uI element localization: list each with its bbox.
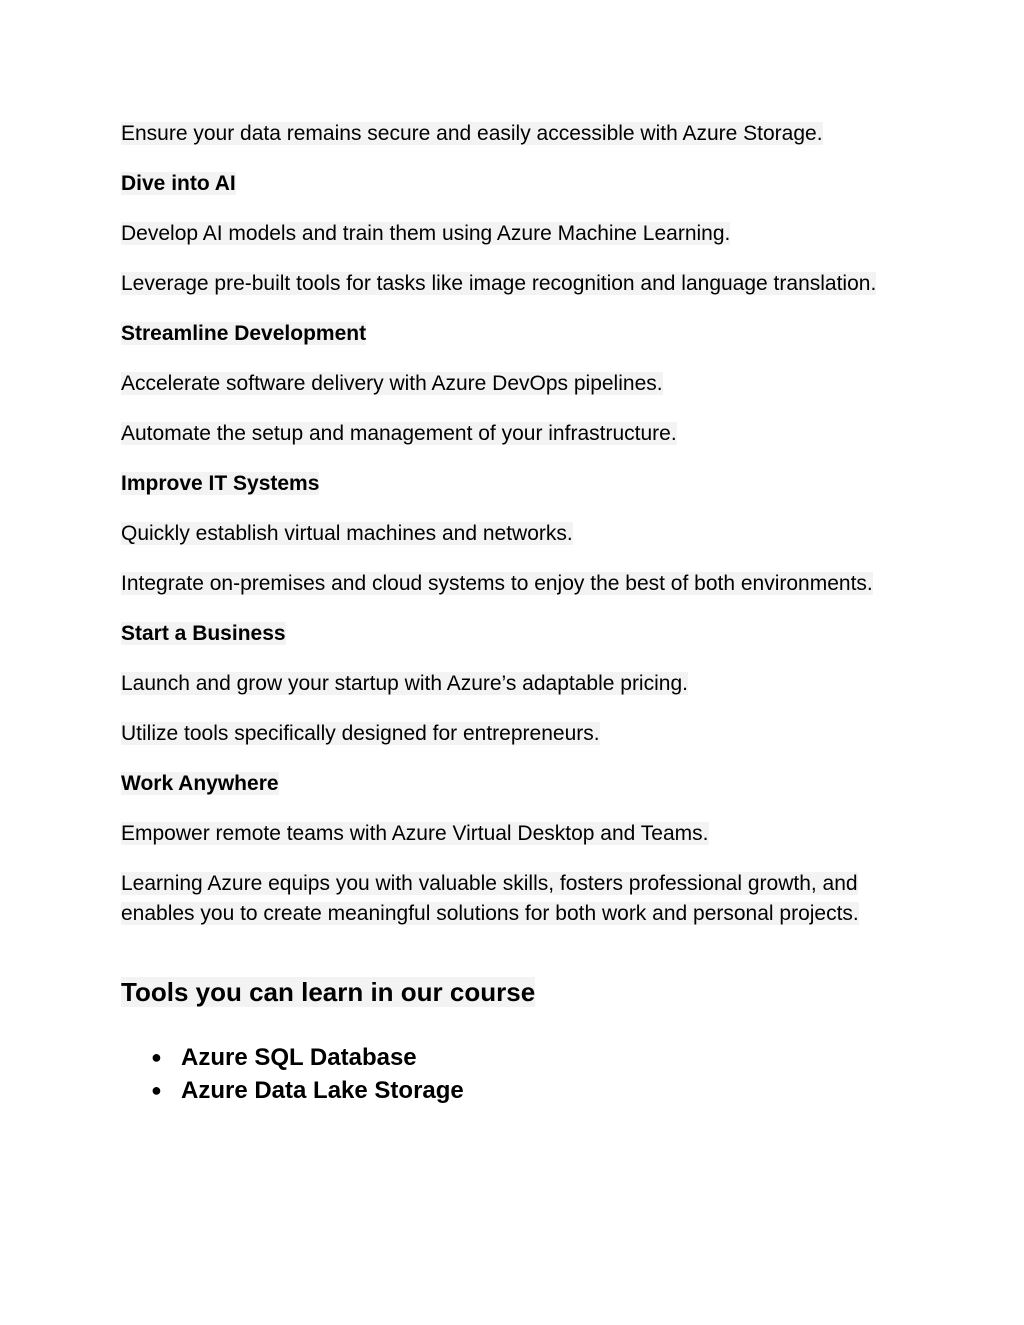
paragraph-text: Quickly establish virtual machines and networks. (121, 522, 573, 545)
list-item-text: Azure Data Lake Storage (181, 1077, 464, 1104)
paragraph-8 (121, 519, 901, 549)
subheading-text: Dive into AI (121, 172, 236, 195)
tools-list (121, 1041, 901, 1107)
subheading-start-a-business (121, 619, 901, 649)
paragraph-text: Develop AI models and train them using Azure Machine Learning. (121, 222, 731, 245)
paragraph-14 (121, 819, 901, 849)
subheading-text: Improve IT Systems (121, 472, 320, 495)
paragraph-11 (121, 669, 901, 699)
subheading-work-anywhere (121, 769, 901, 799)
paragraph-9 (121, 569, 901, 599)
paragraph-text: Accelerate software delivery with Azure DevOps pipelines. (121, 372, 663, 395)
paragraph-0 (121, 119, 901, 149)
paragraph-15 (121, 869, 901, 929)
paragraph-5 (121, 369, 901, 399)
bullet-icon: ● (151, 1080, 162, 1100)
subheading-dive-into-ai (121, 169, 901, 199)
paragraph-text: Utilize tools specifically designed for entrepreneurs. (121, 722, 600, 745)
bullet-icon: ● (151, 1047, 162, 1067)
paragraph-text: Integrate on-premises and cloud systems to enjoy the best of both environments. (121, 572, 873, 595)
list-item (151, 1074, 901, 1107)
subheading-text: Work Anywhere (121, 772, 279, 795)
subheading-improve-it-systems (121, 469, 901, 499)
subheading-text: Streamline Development (121, 322, 367, 345)
subheading-text: Start a Business (121, 622, 286, 645)
list-item (151, 1041, 901, 1074)
paragraph-text: Automate the setup and management of your infrastructure. (121, 422, 677, 445)
section-title-tools (121, 975, 901, 1009)
paragraph-text: Ensure your data remains secure and easily accessible with Azure Storage. (121, 122, 823, 145)
paragraph-text: Launch and grow your startup with Azure’s adaptable pricing. (121, 672, 688, 695)
paragraph-text: Learning Azure equips you with valuable skills, fosters professional growth, and enables you to create meaningful solutions for both work and personal projects. (121, 872, 859, 925)
list-item-text: Azure SQL Database (181, 1044, 417, 1071)
paragraph-2 (121, 219, 901, 249)
paragraph-12 (121, 719, 901, 749)
paragraph-text: Empower remote teams with Azure Virtual Desktop and Teams. (121, 822, 709, 845)
subheading-streamline-development (121, 319, 901, 349)
section-title-text: Tools you can learn in our course (121, 977, 536, 1007)
paragraph-text: Leverage pre-built tools for tasks like image recognition and language translation. (121, 272, 877, 295)
paragraph-6 (121, 419, 901, 449)
paragraph-3 (121, 269, 901, 299)
document-page (121, 119, 901, 1107)
